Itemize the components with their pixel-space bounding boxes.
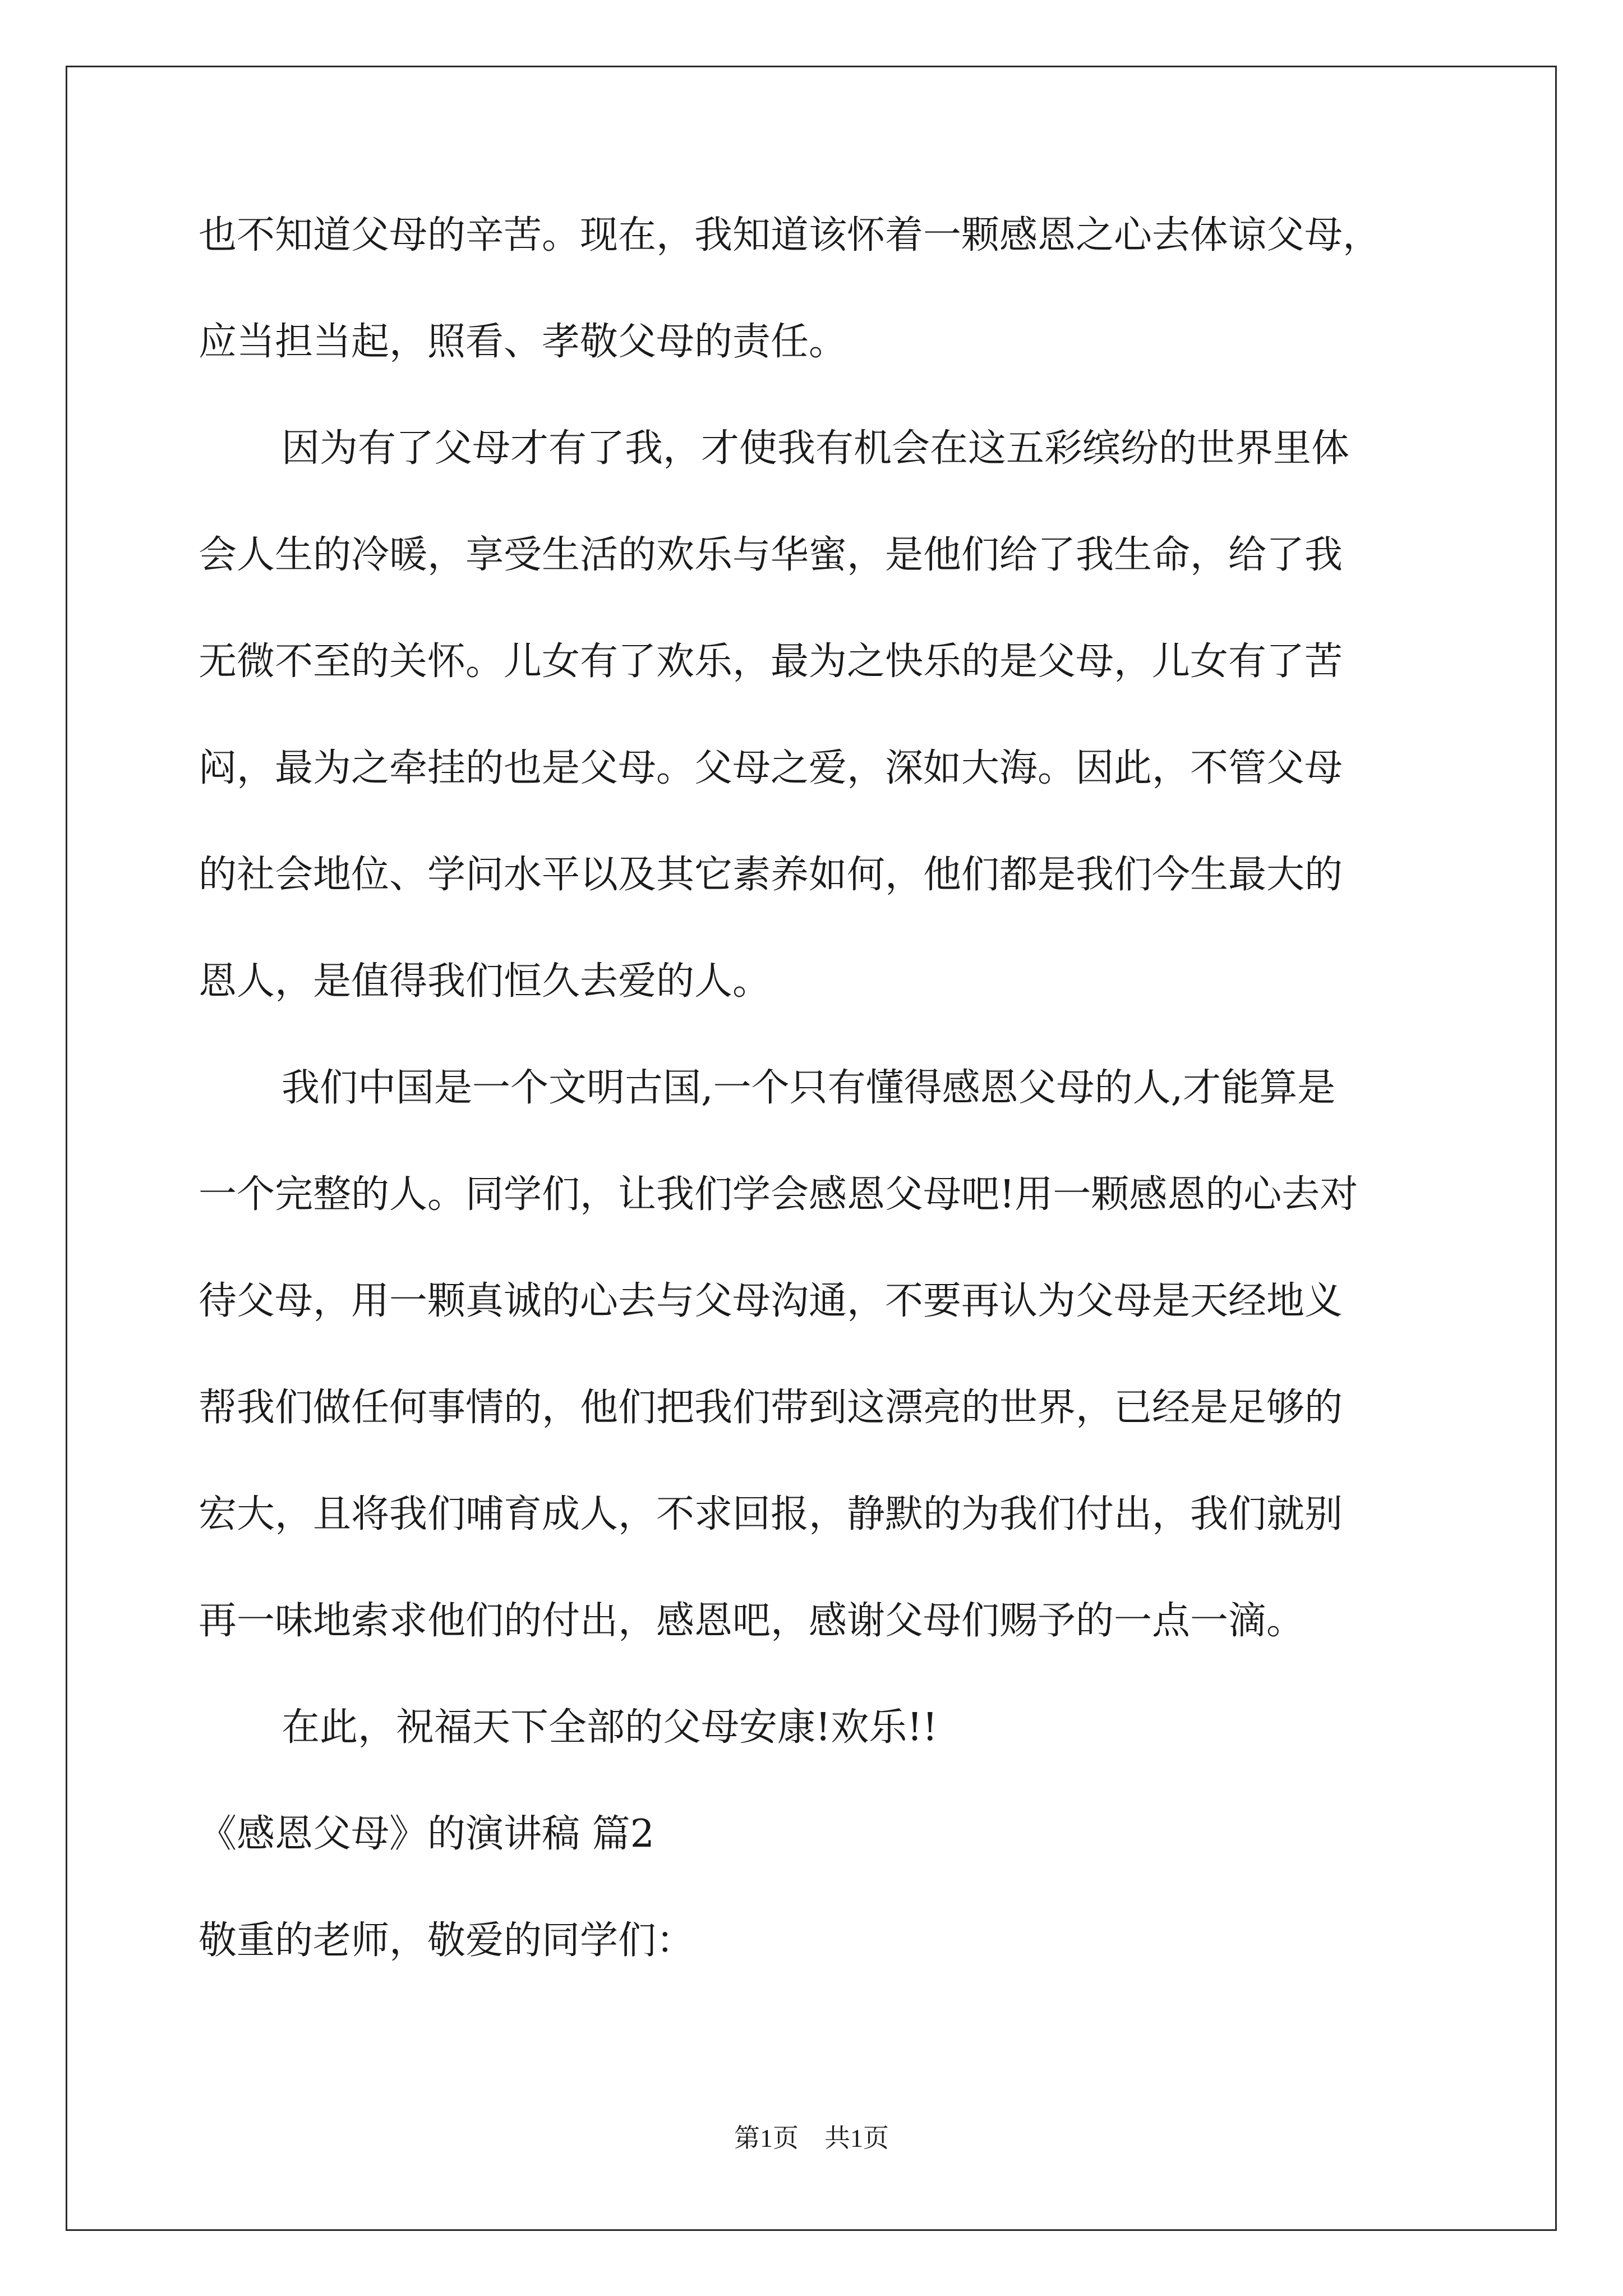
section-heading: 《感恩父母》的演讲稿 篇2 <box>199 1812 654 1856</box>
paragraph-start-line: 因为有了父母才有了我，才使我有机会在这五彩缤纷的世界里体 <box>282 426 1350 471</box>
text-line: 帮我们做任何事情的，他们把我们带到这漂亮的世界，已经是足够的 <box>199 1386 1343 1430</box>
paragraph-start-line: 在此，祝福天下全部的父母安康!欢乐!! <box>282 1705 938 1750</box>
page-border <box>66 66 1557 2231</box>
paragraph-start-line: 我们中国是一个文明古国,一个只有懂得感恩父母的人,才能算是 <box>282 1066 1336 1110</box>
text-line: 会人生的冷暖，享受生活的欢乐与华蜜，是他们给了我生命，给了我 <box>199 533 1343 577</box>
text-line: 恩人，是值得我们恒久去爱的人。 <box>199 959 771 1004</box>
text-line: 一个完整的人。同学们，让我们学会感恩父母吧!用一颗感恩的心去对 <box>199 1172 1358 1217</box>
text-line: 应当担当起，照看、孝敬父母的责任。 <box>199 320 847 364</box>
text-line: 闷，最为之牵挂的也是父母。父母之爱，深如大海。因此，不管父母 <box>199 746 1343 790</box>
page-number-footer: 第1页 共1页 <box>734 2124 889 2152</box>
text-line: 再一味地索求他们的付出，感恩吧，感谢父母们赐予的一点一滴。 <box>199 1599 1305 1643</box>
text-line: 待父母，用一颗真诚的心去与父母沟通，不要再认为父母是天经地义 <box>199 1279 1343 1323</box>
text-line: 也不知道父母的辛苦。现在，我知道该怀着一颗感恩之心去体谅父母， <box>199 213 1381 257</box>
text-line: 宏大，且将我们哺育成人，不求回报，静默的为我们付出，我们就别 <box>199 1492 1343 1536</box>
text-line: 无微不至的关怀。儿女有了欢乐，最为之快乐的是父母，儿女有了苦 <box>199 639 1343 684</box>
salutation-line: 敬重的老师，敬爱的同学们： <box>199 1918 695 1963</box>
text-line: 的社会地位、学问水平以及其它素养如何，他们都是我们今生最大的 <box>199 853 1343 897</box>
